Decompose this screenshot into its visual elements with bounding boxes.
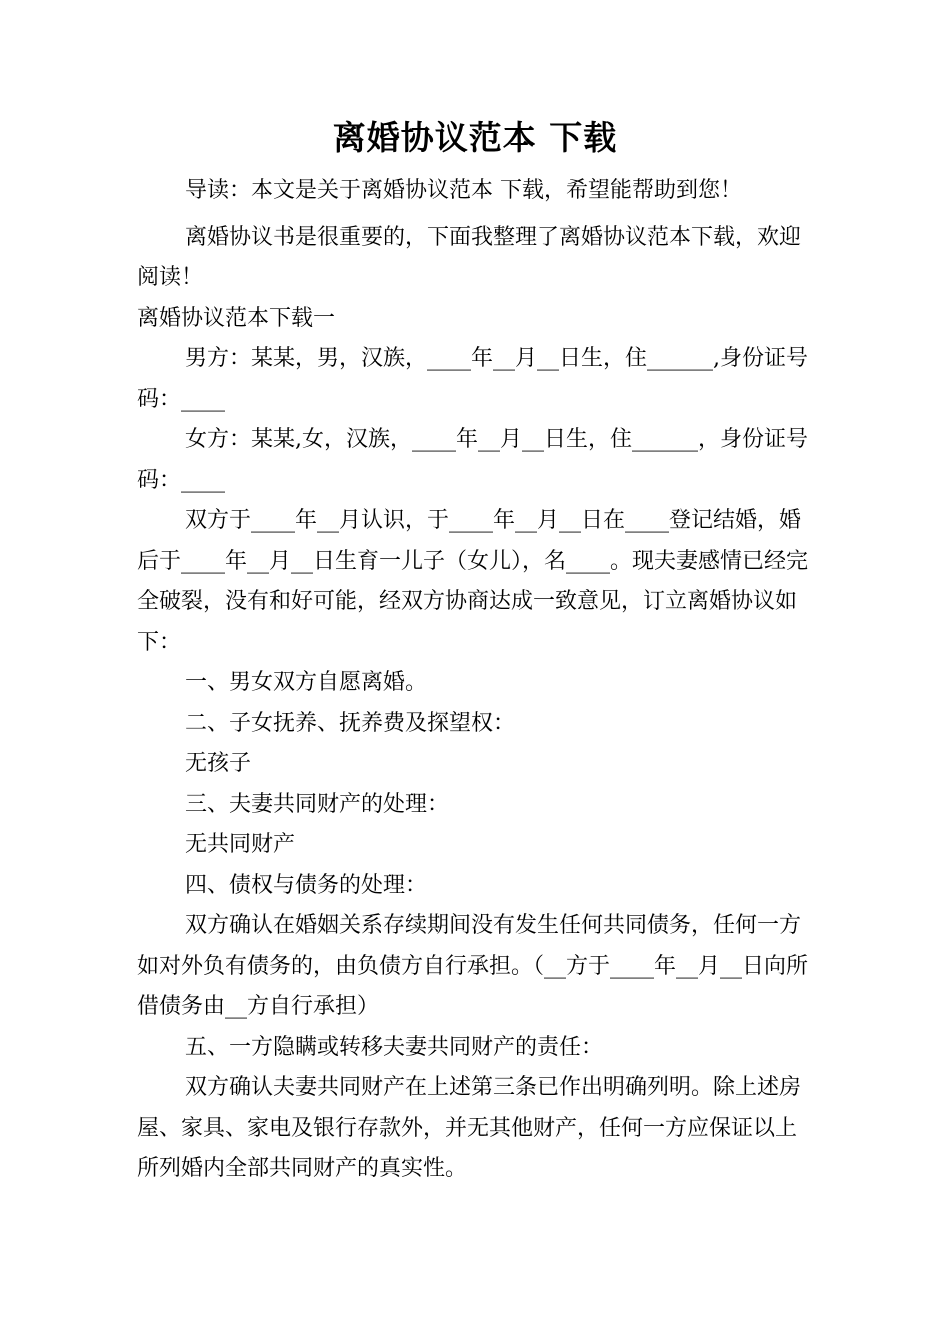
body-paragraph: 双方确认夫妻共同财产在上述第三条已作出明确列明。除上述房屋、家具、家电及银行存款外，并无其他财产，任何一方应保证以上所列婚内全部共同财产的真实性。 bbox=[137, 1075, 802, 1181]
document-body bbox=[137, 171, 817, 1190]
clause-text: 无共同财产 bbox=[185, 832, 296, 857]
clause-heading: 五、一方隐瞒或转移夫妻共同财产的责任： bbox=[185, 1034, 604, 1060]
clause-heading: 三、夫妻共同财产的处理： bbox=[185, 791, 450, 817]
section-heading: 离婚协议范本下载一 bbox=[137, 305, 336, 331]
clause-text: 无孩子 bbox=[185, 751, 252, 776]
clause-heading: 一、男女双方自愿离婚。 bbox=[185, 670, 428, 695]
body-paragraph: 离婚协议书是很重要的，下面我整理了离婚协议范本下载，欢迎阅读！ bbox=[137, 224, 802, 290]
document-title: 离婚协议范本 下载 bbox=[332, 118, 618, 157]
clause-heading: 四、债权与债务的处理： bbox=[185, 872, 428, 898]
body-paragraph: 双方确认在婚姻关系存续期间没有发生任何共同债务，任何一方如对外负有债务的，由负债方自行承担。（__方于____年__月__日向所借债务由__方自行承担） bbox=[137, 913, 809, 1019]
intro-paragraph: 导读：本文是关于离婚协议范本 下载，希望能帮助到您！ bbox=[185, 178, 742, 203]
clause-heading: 二、子女抚养、抚养费及探望权： bbox=[185, 710, 516, 736]
body-paragraph: 男方：某某，男，汉族，____年__月__日生，住______,身份证号码：____ bbox=[137, 346, 808, 412]
body-paragraph: 女方：某某,女，汉族，____年__月__日生，住______，身份证号码：____ bbox=[137, 427, 808, 493]
body-paragraph: 双方于____年__月认识，于____年__月__日在____登记结婚，婚后于____年__月__日生育一儿子（女儿），名____。现夫妻感情已经完全破裂，没有和好可能，经双方协商达成一致意见，订立离婚协议如下： bbox=[137, 508, 809, 655]
